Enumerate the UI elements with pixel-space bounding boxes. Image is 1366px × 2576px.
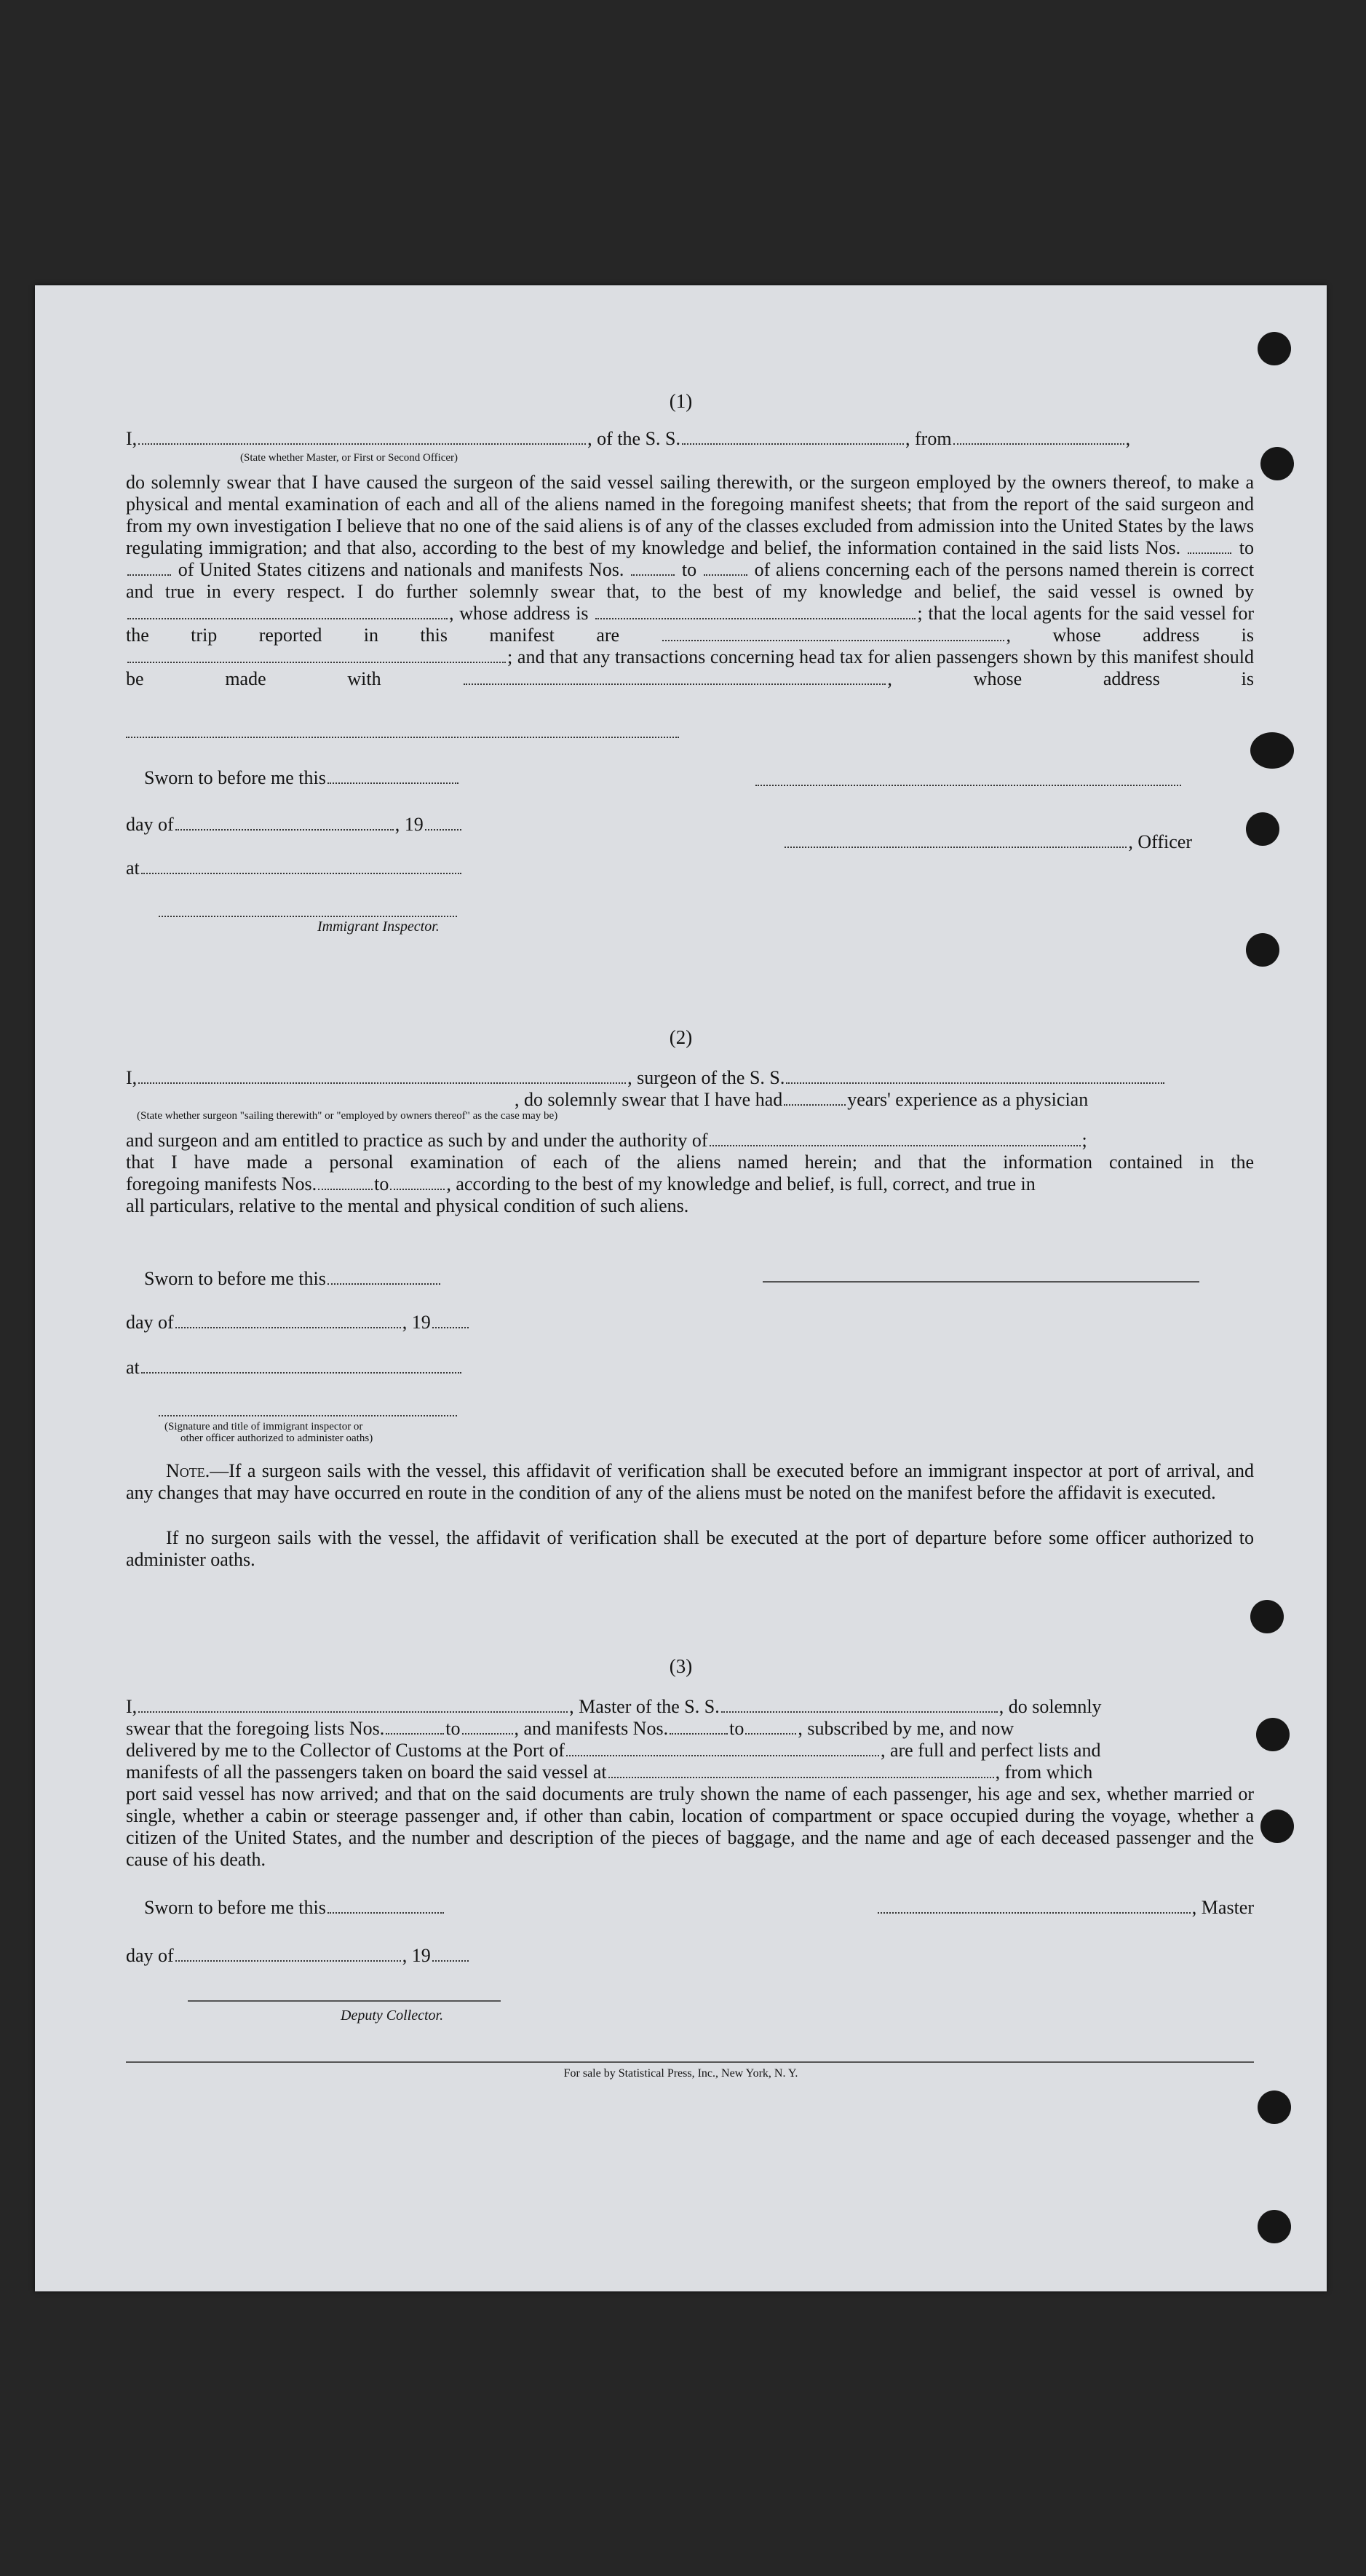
manifest-to-field[interactable] [390,1176,445,1190]
binder-hole [1250,1600,1284,1633]
text: foregoing manifests Nos. [126,1173,317,1194]
master-name-field[interactable] [138,1698,568,1713]
agents-address-field[interactable] [127,649,506,663]
text: delivered by me to the Collector of Customs at the Port of [126,1740,565,1761]
at-line [126,1357,1254,1379]
text: , [1006,625,1011,646]
owner-field[interactable] [127,605,448,619]
list-no-to-field[interactable] [127,561,171,576]
section-2-number: (2) [669,1026,693,1048]
officer-title-line [755,831,1192,853]
footer-rule [126,2061,1254,2063]
binder-hole [1258,332,1291,365]
officer-hint: (State whether Master, or First or Second Officer) [240,452,458,464]
sworn-date-field[interactable] [327,1270,440,1285]
head-tax-contact-field[interactable] [464,670,886,685]
section-3-number: (3) [669,1655,693,1677]
section-3-line-3 [126,1740,1254,1761]
sworn-date-field[interactable] [327,1899,444,1914]
at-line [126,857,1254,879]
list-no-from-field[interactable] [1188,539,1231,554]
text: I, [126,428,138,449]
text: to [681,559,697,580]
section-3-line-4 [126,1761,1254,1783]
text: , of the S. S. [587,428,681,449]
section-3-body: port said vessel has now arrived; and that on the said documents are truly shown the name of each passenger, his age and sex, whether married or single, whether a cabin or steerage passenger and, if other than cabin, location of compartment or space occupied during the voyage, whether a citizen of the United States, and the number and description of the pieces of baggage, and the name and age of each deceased passenger and the cause of his death. [126,1783,1254,1870]
text: , surgeon of the S. S. [627,1067,785,1088]
manifest-from-field[interactable] [670,1720,728,1735]
section-2-line-2 [126,1089,1254,1111]
text: day of [126,814,174,835]
text: Sworn to before me this [144,1268,326,1289]
port-field[interactable] [566,1742,879,1756]
text: at [126,857,140,879]
place-field[interactable] [141,860,461,874]
text: , 19 [402,1312,431,1333]
day-line [126,1312,1254,1333]
text: manifests of all the passengers taken on board the said vessel at [126,1761,607,1783]
section-3-line-1 [126,1696,1254,1718]
officer-name-field[interactable] [138,430,586,445]
note-paragraph-2: If no surgeon sails with the vessel, the affidavit of verification shall be executed at the port of departure before some officer authorized to administer oaths. [126,1527,1254,1570]
master-signature-field[interactable] [878,1899,1191,1914]
year-field[interactable] [425,816,461,831]
text: and surgeon and am entitled to practice as such by and under the authority of [126,1130,708,1151]
manifest-to-field[interactable] [745,1720,796,1735]
text: to [1239,537,1255,558]
binder-hole [1250,732,1294,769]
authority-field[interactable] [710,1132,1081,1146]
text: , Master [1191,1897,1254,1918]
section-2-line-6: all particulars, relative to the mental and physical condition of such aliens. [126,1195,689,1216]
manifest-no-to-field[interactable] [704,561,747,576]
text: , whose address is [887,668,1254,689]
text: , from which [995,1761,1093,1783]
sworn-line [144,1268,1272,1290]
text: that the local agents for the said vessel for the trip reported in this manifest are [126,603,1255,646]
list-to-field[interactable] [462,1720,513,1735]
text: , whose address is [449,603,589,624]
text: of aliens concerning each of the persons named therein is correct and true in every respect. I do further solemnly swear that, to the best of my knowledge and belief, the said vessel is owned by [126,559,1255,602]
text: , 19 [394,814,424,835]
immigrant-inspector-label: Immigrant Inspector. [317,919,440,935]
section-1-line-1 [126,428,1254,450]
section-2-line-4: that I have made a personal examination of each of the aliens named herein; and that the information contained in the [126,1152,1254,1173]
text: do solemnly swear that I have caused the surgeon of the said vessel sailing therewith, or the surgeon employed by the owners thereof, to make a physical and mental examination of each and all of the aliens named in the foregoing manifest sheets; that from the report of the said surgeon and from my own investigation I believe that no one of the said aliens is of any of the classes excluded from admission into the United States by the laws regulating immigration; and that also, according to the best of my knowledge and belief, the information contained in the said lists Nos. [126,472,1254,558]
text: , do solemnly swear that I have had [515,1089,783,1110]
signature-hint-1: (Signature and title of immigrant inspector or [164,1421,363,1432]
text: to [729,1718,744,1739]
section-2-line-3 [126,1130,1254,1152]
embarkation-port-field[interactable] [608,1764,994,1778]
text: I, [126,1067,138,1088]
inspector-signature-field[interactable] [159,916,457,917]
contact-address-field[interactable] [126,737,679,738]
text: I, [126,1696,138,1717]
section-1-body [126,472,1254,690]
surgeon-signature-field[interactable] [763,1281,1199,1283]
manifest-no-from-field[interactable] [631,561,675,576]
binder-hole [1256,1718,1290,1751]
text: , do solemnly [998,1696,1102,1717]
text: Sworn to before me this [144,1897,326,1918]
deputy-signature-field[interactable] [188,2000,501,2002]
year-field[interactable] [432,1314,469,1328]
text: years' experience as a physician [847,1089,1089,1110]
section-3-line-2 [126,1718,1254,1740]
text: , are full and perfect lists and [880,1740,1101,1761]
year-field[interactable] [432,1947,469,1962]
text: swear that the foregoing lists Nos. [126,1718,385,1739]
vessel-name-field[interactable] [721,1698,998,1713]
master-signature-line [850,1897,1254,1919]
inspector-signature-field[interactable] [159,1415,457,1416]
text: , from [905,428,952,449]
list-from-field[interactable] [386,1720,444,1735]
day-line [126,1945,1254,1967]
text: , 19 [402,1945,431,1966]
binder-hole [1258,2090,1291,2124]
section-2-line-1 [126,1067,1254,1089]
manifest-affidavit-sheet [35,285,1327,2291]
officer-signature-field[interactable] [755,785,1181,786]
text: whose address is [1052,625,1254,646]
text: to [445,1718,461,1739]
spacer [127,1093,513,1106]
binder-hole [1260,1810,1294,1843]
text: at [126,1357,140,1378]
text: , Officer [1128,831,1192,852]
text: , subscribed by me, and now [798,1718,1014,1739]
text: , [1125,428,1131,449]
officer-title-field[interactable] [785,833,1127,848]
surgeon-name-field[interactable] [138,1069,626,1084]
month-field[interactable] [175,1947,401,1962]
section-1-number: (1) [669,390,693,412]
deputy-collector-label: Deputy Collector. [341,2008,444,2024]
local-agents-field[interactable] [662,627,1004,641]
manifest-from-field[interactable] [318,1176,373,1190]
signature-hint-2: other officer authorized to administer oaths) [180,1432,373,1444]
text: ; [1081,1130,1087,1151]
binder-hole [1258,2210,1291,2243]
text: ; and that any transactions concerning head tax for alien passengers shown by this manifest should be made with [126,646,1254,689]
text: ; [917,603,923,624]
text: , and manifests Nos. [514,1718,669,1739]
note-paragraph-1 [126,1460,1254,1504]
vessel-name-field[interactable] [682,430,904,445]
section-2-line-5 [126,1173,1254,1195]
owner-address-field[interactable] [595,605,916,619]
text: Sworn to before me this [144,767,326,788]
text: , Master of the S. S. [569,1696,720,1717]
place-field[interactable] [141,1359,461,1374]
text: to [374,1173,389,1194]
binder-hole [1246,933,1279,967]
printer-imprint: For sale by Statistical Press, Inc., New York, N. Y. [563,2067,798,2080]
port-from-field[interactable] [953,430,1124,445]
vessel-name-field[interactable] [786,1069,1164,1084]
binder-hole [1260,447,1294,480]
text: —If a surgeon sails with the vessel, this affidavit of verification shall be executed before an immigrant inspector at port of arrival, and any changes that may have occurred en route in the condition of any of the aliens must be noted on the manifest before the affidavit is executed. [126,1460,1254,1503]
month-field[interactable] [175,816,394,831]
text: day of [126,1945,174,1966]
years-experience-field[interactable] [784,1091,846,1106]
note-label: Note. [166,1460,210,1481]
month-field[interactable] [175,1314,401,1328]
text: of United States citizens and nationals and manifests Nos. [178,559,624,580]
text: day of [126,1312,174,1333]
text: , according to the best of my knowledge and belief, is full, correct, and true in [446,1173,1036,1194]
surgeon-hint: (State whether surgeon "sailing therewith" or "employed by owners thereof" as the case may be) [137,1110,558,1122]
sworn-date-field[interactable] [327,769,458,784]
